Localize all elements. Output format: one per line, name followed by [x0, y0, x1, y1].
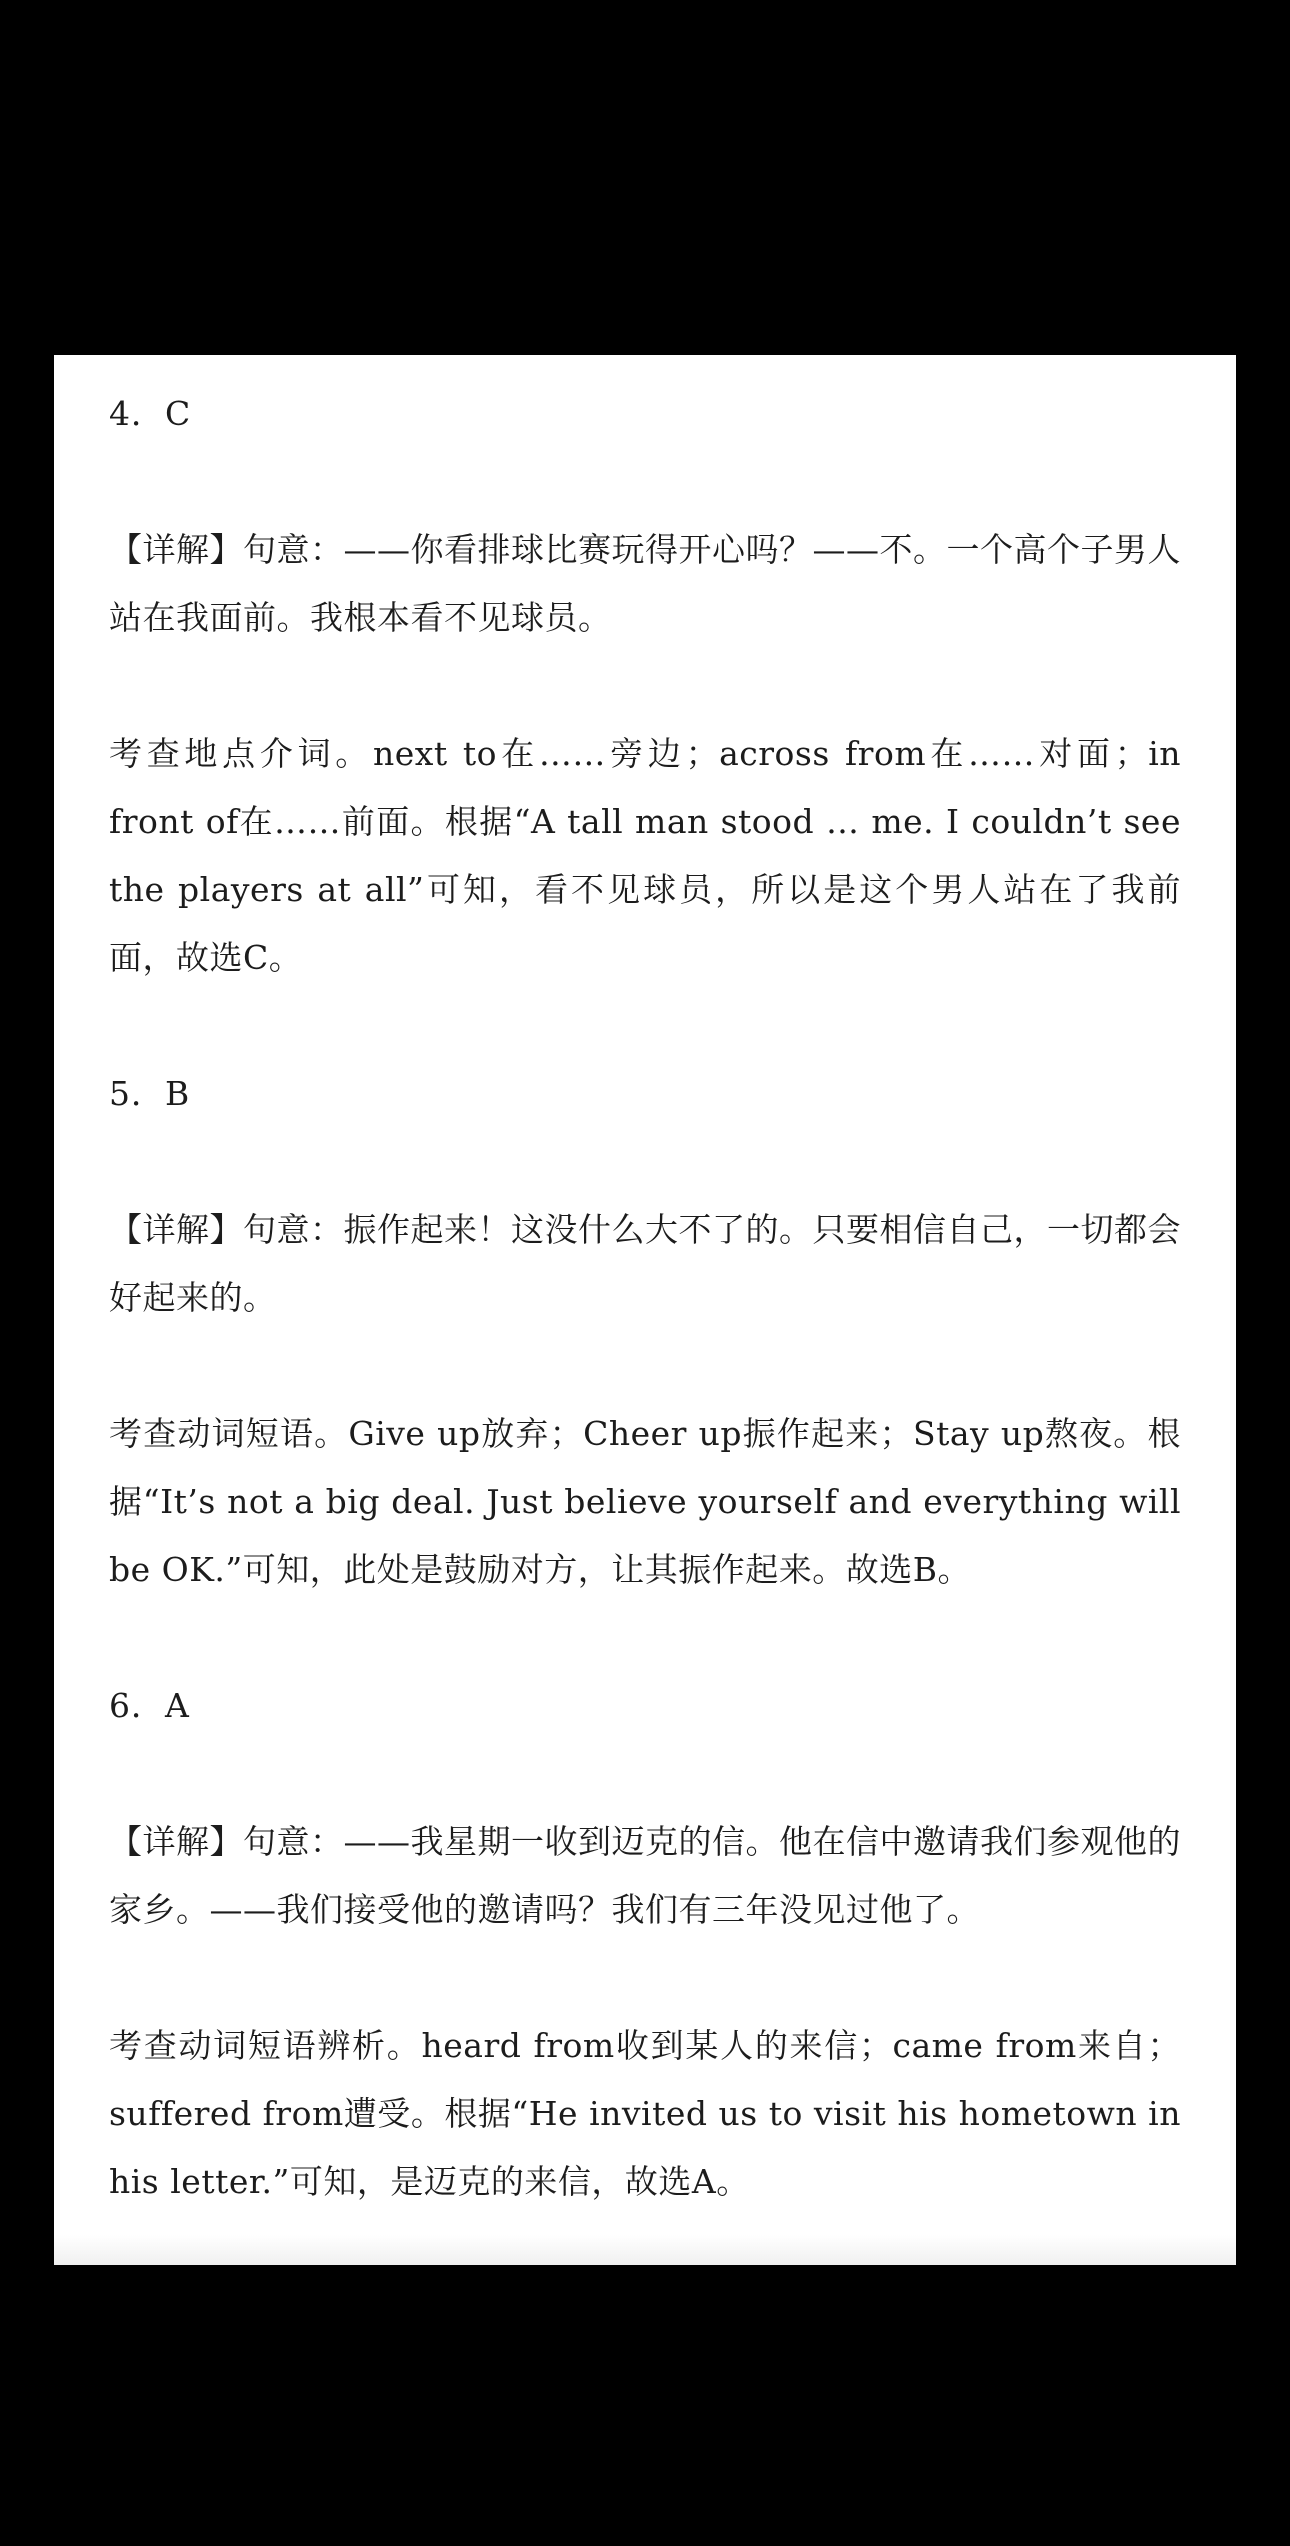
spacer	[109, 1604, 1181, 1672]
spacer	[109, 992, 1181, 1060]
spacer	[109, 1740, 1181, 1808]
answer-number-5: 5．B	[109, 1074, 191, 1113]
explanation-4: 【详解】句意：——你看排球比赛玩得开心吗？——不。一个高个子男人站在我面前。我根本看不见球员。	[109, 530, 1181, 637]
spacer	[109, 1944, 1181, 2012]
spacer	[109, 1128, 1181, 1196]
explanation-5: 【详解】句意：振作起来！这没什么大不了的。只要相信自己，一切都会好起来的。	[109, 1210, 1181, 1317]
explanation-6: 【详解】句意：——我星期一收到迈克的信。他在信中邀请我们参观他的家乡。——我们接受他的邀请吗？我们有三年没见过他了。	[109, 1822, 1181, 1929]
spacer	[109, 1332, 1181, 1400]
document-page	[54, 355, 1236, 2265]
analysis-4: 考查地点介词。next to在……旁边；across from在……对面；in front of在……前面。根据“A tall man stood … me. I couldn’t see the players at all”可知，看不见球员，所以是这个男人站在了我前面，故选C。	[109, 734, 1181, 977]
answer-number-6: 6．A	[109, 1686, 190, 1725]
answer-explanations	[109, 380, 1181, 2216]
analysis-6: 考查动词短语辨析。heard from收到某人的来信；came from来自；suffered from遭受。根据“He invited us to visit his hometown in his letter.”可知，是迈克的来信，故选A。	[109, 2026, 1181, 2201]
analysis-5: 考查动词短语。Give up放弃；Cheer up振作起来；Stay up熬夜。根据“It’s not a big deal. Just believe yourself and everything will be OK.”可知，此处是鼓励对方，让其振作起来。故选B。	[109, 1414, 1181, 1589]
page-bottom-edge	[54, 2235, 1236, 2265]
spacer	[109, 448, 1181, 516]
spacer	[109, 652, 1181, 720]
answer-number-4: 4．C	[109, 394, 192, 433]
